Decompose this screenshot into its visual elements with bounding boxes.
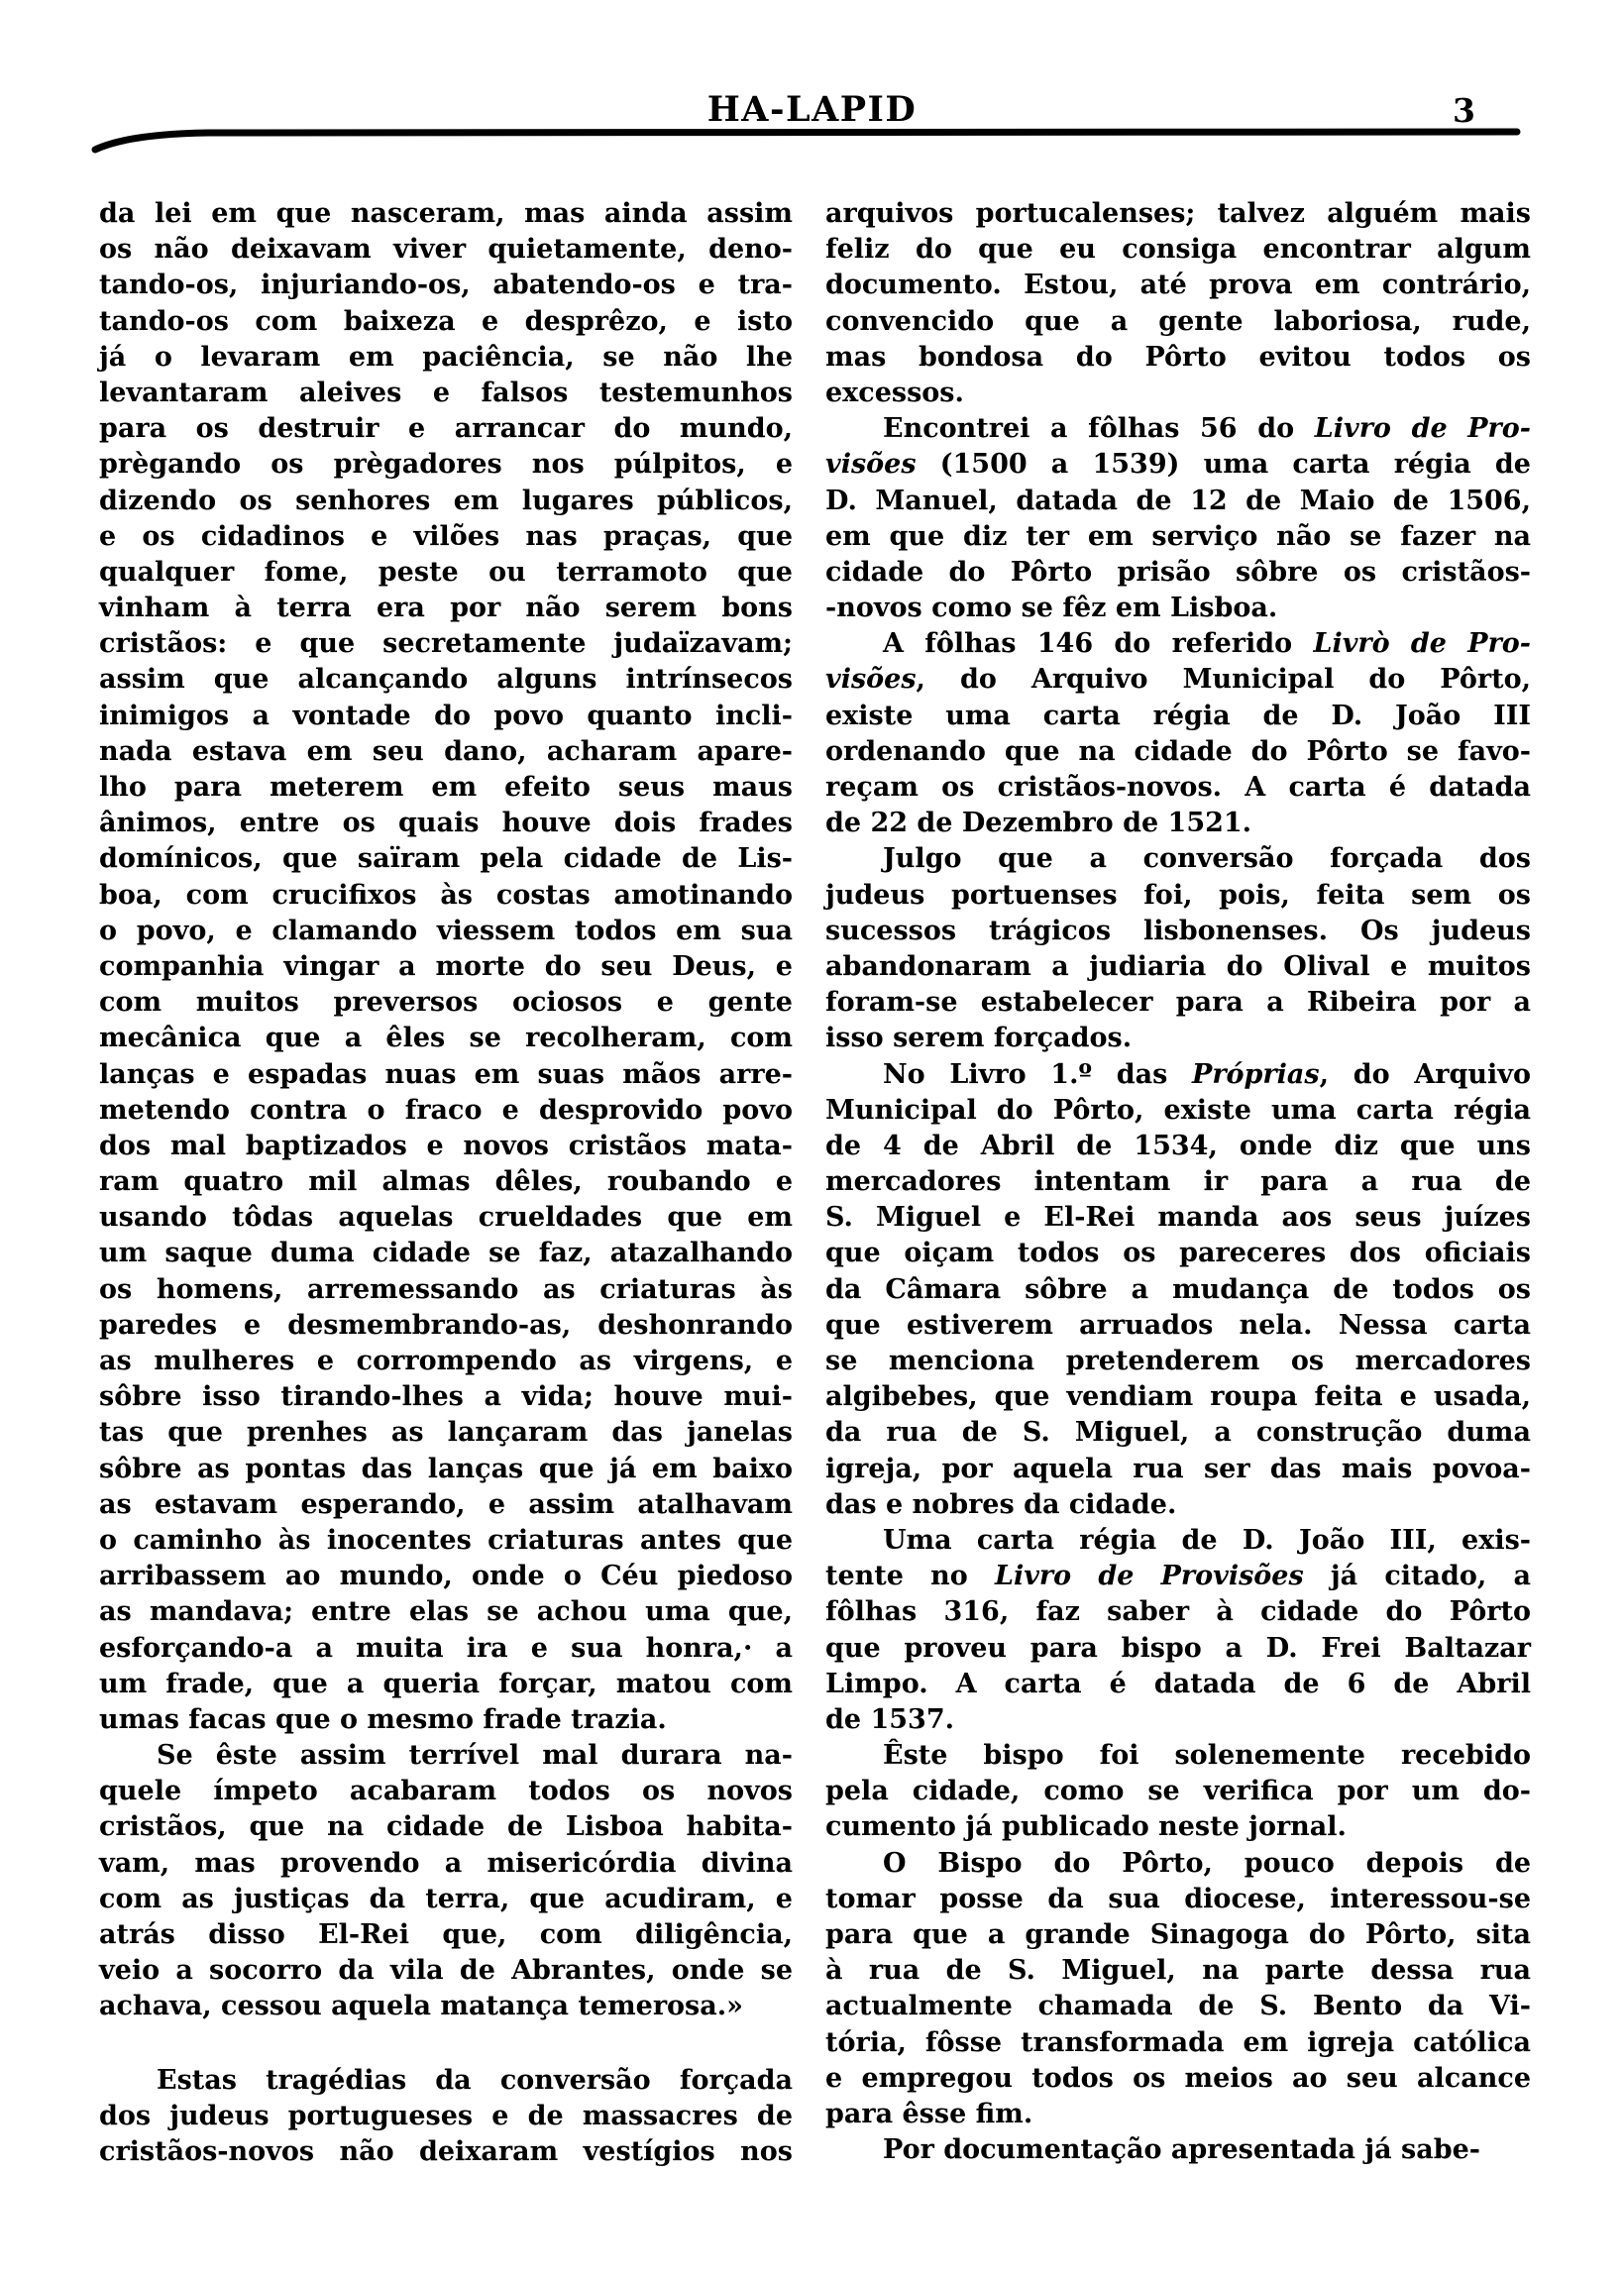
text-line — [99, 1452, 793, 1487]
text-run: convencido que a gente laboriosa, rude, — [825, 305, 1531, 337]
text-line — [825, 1129, 1531, 1164]
text-line — [99, 878, 793, 914]
text-line — [825, 1021, 1531, 1056]
text-line — [825, 447, 1531, 483]
text-line — [825, 1164, 1531, 1200]
text-line — [825, 1272, 1531, 1308]
header-rule — [0, 119, 1624, 159]
text-line — [99, 2099, 793, 2134]
article-body — [99, 196, 1531, 2170]
text-run: (1500 a 1539) uma carta régia de — [916, 449, 1531, 481]
text-run: veio a socorro da vila de Abrantes, onde se — [99, 1955, 793, 1987]
text-run: excessos. — [825, 377, 964, 408]
text-run: para os destruir e arrancar do mundo, — [99, 413, 793, 445]
text-run: metendo contra o fraco e desprovido povo — [99, 1094, 793, 1126]
text-run: tas que prenhes as lançaram das janelas — [99, 1417, 793, 1449]
text-run: da Câmara sôbre a mudança de todos os — [825, 1273, 1531, 1305]
text-line — [825, 1738, 1531, 1774]
text-run: fôlhas 316, faz saber à cidade do Pôrto — [825, 1596, 1531, 1628]
text-line — [99, 734, 793, 770]
text-run: os não deixavam viver quietamente, deno- — [99, 234, 793, 266]
text-run: de 22 de Dezembro de 1521. — [825, 808, 1252, 839]
text-run: feliz do que eu consiga encontrar algum — [825, 234, 1531, 266]
text-line — [825, 770, 1531, 806]
text-run: arquivos portucalenses; talvez alguém mais — [825, 198, 1531, 229]
text-line — [825, 519, 1531, 555]
text-run: vam, mas provendo a misericórdia divina — [99, 1847, 793, 1879]
text-line — [825, 2061, 1531, 2097]
text-run: Julgo que a conversão forçada dos — [883, 843, 1531, 875]
book-title-italic: Livrò de Pro- — [1313, 628, 1532, 660]
text-line — [825, 626, 1531, 662]
text-run: sôbre isso tirando-lhes a vida; houve mui- — [99, 1381, 793, 1413]
text-run: Uma carta régia de D. João III, exis- — [883, 1524, 1531, 1556]
text-line — [825, 1882, 1531, 1917]
text-run: nada estava em seu dano, acharam apare- — [99, 735, 793, 767]
text-run: que estiverem arruados nela. Nessa carta — [825, 1309, 1531, 1341]
text-run: isso serem forçados. — [825, 1023, 1133, 1054]
text-run: o povo, e clamando viessem todos em sua — [99, 915, 793, 946]
text-line — [825, 878, 1531, 914]
text-line — [99, 1523, 793, 1559]
text-line — [99, 555, 793, 591]
text-line — [825, 1774, 1531, 1809]
text-line — [825, 1667, 1531, 1702]
text-run: algibebes, que vendiam roupa feita e usada, — [825, 1381, 1531, 1413]
text-line — [99, 1702, 793, 1738]
text-line — [99, 2063, 793, 2099]
text-run: prègando os prègadores nos púlpitos, e — [99, 449, 793, 481]
text-line — [825, 1344, 1531, 1379]
text-run: Estas tragédias da conversão forçada — [157, 2064, 793, 2096]
text-run: lho para meterem em efeito seus maus — [99, 772, 793, 803]
text-line — [825, 841, 1531, 877]
text-run: à rua de S. Miguel, na parte dessa rua — [825, 1955, 1531, 1987]
text-run: inimigos a vontade do povo quanto incli- — [99, 700, 793, 731]
text-run: para êsse fim. — [825, 2098, 1033, 2129]
text-run: assim que alcançando alguns intrínsecos — [99, 664, 793, 696]
text-run: Se êste assim terrível mal durara na- — [157, 1740, 793, 1772]
text-run: os homens, arremessando as criaturas às — [99, 1273, 793, 1305]
text-line — [99, 1164, 793, 1200]
text-line — [99, 591, 793, 626]
text-run: Encontrei a fôlhas 56 do — [883, 413, 1315, 445]
text-run: quele ímpeto acabaram todos os novos — [99, 1776, 793, 1807]
text-run: mercadores intentam ir para a rua de — [825, 1166, 1531, 1198]
text-run: que oiçam todos os pareceres dos oficiais — [825, 1238, 1531, 1269]
text-line — [99, 1129, 793, 1164]
text-line — [99, 1272, 793, 1308]
text-line — [99, 1774, 793, 1809]
text-line — [99, 519, 793, 555]
book-title-italic: visões — [825, 449, 917, 481]
text-run: que proveu para bispo a D. Frei Baltazar — [825, 1632, 1531, 1664]
text-line — [99, 1021, 793, 1056]
text-run: as mulheres e corrompendo as virgens, e — [99, 1346, 793, 1376]
text-run: lanças e espadas nuas em suas mãos arre- — [99, 1058, 793, 1090]
text-run: tória, fôsse transformada em igreja católica — [825, 2026, 1531, 2058]
book-title-italic: Próprias — [1192, 1058, 1320, 1090]
text-run: um saque duma cidade se faz, atazalhando — [99, 1238, 793, 1269]
text-run: S. Miguel e El-Rei manda aos seus juízes — [825, 1202, 1531, 1234]
text-run: igreja, por aquela rua ser das mais povoa- — [825, 1453, 1531, 1484]
text-run: cumento já publicado neste jornal. — [825, 1811, 1347, 1843]
text-run: cristãos, que na cidade de Lisboa habita- — [99, 1811, 793, 1843]
text-run: cristãos: e que secretamente judaïzavam; — [99, 628, 793, 660]
text-run: com muitos preversos ociosos e gente — [99, 987, 793, 1019]
text-line — [99, 1882, 793, 1917]
text-run: ordenando que na cidade do Pôrto se favo- — [825, 735, 1531, 767]
text-run: da rua de S. Miguel, a construção duma — [825, 1417, 1531, 1449]
text-run: vinham à terra era por não serem bons — [99, 593, 793, 624]
text-run: No Livro 1.º das — [883, 1058, 1193, 1090]
text-line — [99, 376, 793, 411]
text-line — [99, 232, 793, 268]
page-title: HA-LAPID — [706, 89, 918, 130]
text-line — [825, 2132, 1531, 2168]
text-line — [99, 699, 793, 734]
text-run: com as justiças da terra, que acudiram, e — [99, 1883, 793, 1914]
text-line — [825, 1415, 1531, 1451]
text-run: e os cidadinos e vilões nas praças, que — [99, 520, 793, 552]
text-run: companhia vingar a morte do seu Deus, e — [99, 950, 793, 982]
text-line — [825, 232, 1531, 268]
text-line — [99, 1667, 793, 1702]
text-line — [825, 1917, 1531, 1953]
text-line — [99, 340, 793, 376]
text-line — [99, 447, 793, 483]
text-line — [825, 1989, 1531, 2024]
text-run: , do Arquivo — [1319, 1058, 1531, 1090]
text-line — [825, 340, 1531, 376]
text-line — [825, 1523, 1531, 1559]
text-line — [99, 1989, 793, 2024]
text-run: tando-os, injuriando-os, abatendo-os e tra- — [99, 270, 793, 301]
text-line — [99, 1487, 793, 1523]
text-line — [99, 949, 793, 985]
text-run: de 1537. — [825, 1703, 955, 1735]
book-title-italic: visões — [825, 664, 917, 696]
text-line — [99, 1415, 793, 1451]
text-line — [99, 770, 793, 806]
text-run: da lei em que nasceram, mas ainda assim — [99, 198, 793, 229]
text-line — [99, 268, 793, 303]
text-line — [825, 1594, 1531, 1630]
text-line — [99, 662, 793, 698]
text-line — [825, 1093, 1531, 1129]
text-run: reçam os cristãos-novos. A carta é datada — [825, 772, 1531, 803]
text-line — [825, 196, 1531, 232]
text-run: Municipal do Pôrto, existe uma carta régia — [825, 1094, 1531, 1126]
text-run: dos mal baptizados e novos cristãos mata- — [99, 1130, 793, 1161]
text-line — [99, 1738, 793, 1774]
text-line — [825, 1953, 1531, 1989]
text-run: Limpo. A carta é datada de 6 de Abril — [825, 1668, 1531, 1699]
text-line — [825, 734, 1531, 770]
text-line — [825, 411, 1531, 447]
book-title-italic: Livro de Provisões — [994, 1561, 1304, 1592]
text-run: Êste bispo foi solenemente recebido — [883, 1740, 1531, 1772]
text-run: em que diz ter em serviço não se fazer na — [825, 520, 1531, 552]
text-run: dizendo os senhores em lugares públicos, — [99, 485, 793, 516]
text-line — [825, 1200, 1531, 1236]
text-line — [99, 1953, 793, 1989]
text-line — [825, 268, 1531, 303]
text-run: domínicos, que saïram pela cidade de Lis- — [99, 843, 793, 875]
text-line — [825, 1236, 1531, 1271]
book-title-italic: Livro de Pro- — [1314, 413, 1531, 445]
text-line — [825, 985, 1531, 1021]
text-run: se menciona pretenderem os mercadores — [825, 1346, 1531, 1376]
text-run: sôbre as pontas das lanças que já em baixo — [99, 1453, 793, 1484]
text-run: judeus portuenses foi, pois, feita sem os — [825, 879, 1531, 911]
text-run: , do Arquivo Municipal do Pôrto, — [916, 664, 1531, 696]
text-run: já citado, a — [1303, 1561, 1532, 1592]
text-line — [825, 949, 1531, 985]
right-column — [825, 196, 1531, 2168]
text-run: e empregou todos os meios ao seu alcance — [825, 2062, 1531, 2094]
text-run: qualquer fome, peste ou terramoto que — [99, 556, 793, 588]
text-line — [825, 484, 1531, 519]
text-line — [99, 841, 793, 877]
text-run: ânimos, entre os quais houve dois frades — [99, 808, 793, 839]
text-line — [99, 806, 793, 841]
text-run: mecânica que a êles se recolheram, com — [99, 1023, 793, 1054]
text-line — [99, 1057, 793, 1093]
text-line — [825, 1379, 1531, 1415]
text-line — [99, 1809, 793, 1845]
text-line — [825, 2025, 1531, 2061]
text-run: A fôlhas 146 do referido — [883, 628, 1314, 660]
text-run: mas bondosa do Pôrto evitou todos os — [825, 341, 1531, 373]
text-run: cristãos-novos não deixaram vestígios nos — [99, 2135, 793, 2167]
text-line — [825, 1809, 1531, 1845]
text-run: atrás disso El-Rei que, com diligência, — [99, 1919, 793, 1950]
text-line — [825, 304, 1531, 340]
text-line — [825, 914, 1531, 949]
text-run: das e nobres da cidade. — [825, 1488, 1177, 1520]
text-run: esforçando-a a muita ira e sua honra,· a — [99, 1632, 793, 1664]
text-line — [99, 196, 793, 232]
text-line — [825, 806, 1531, 841]
text-line — [99, 1379, 793, 1415]
text-line — [99, 1559, 793, 1594]
text-run: tando-os com baixeza e desprêzo, e isto — [99, 305, 793, 337]
text-line — [99, 1631, 793, 1667]
text-run: já o levaram em paciência, se não lhe — [99, 341, 793, 373]
text-line — [99, 484, 793, 519]
text-line — [99, 1308, 793, 1344]
text-run: tomar posse da sua diocese, interessou-se — [825, 1883, 1531, 1914]
text-run: foram-se estabelecer para a Ribeira por a — [825, 987, 1531, 1019]
text-line — [825, 662, 1531, 698]
text-line — [825, 1846, 1531, 1882]
text-line — [99, 1917, 793, 1953]
text-line — [825, 555, 1531, 591]
text-line — [99, 304, 793, 340]
text-run: ram quatro mil almas dêles, roubando e — [99, 1166, 793, 1198]
text-run: dos judeus portugueses e de massacres de — [99, 2100, 793, 2131]
text-line — [99, 1236, 793, 1271]
text-run: arribassem ao mundo, onde o Céu piedoso — [99, 1561, 793, 1592]
text-line — [99, 626, 793, 662]
left-column — [99, 196, 793, 2170]
text-run: actualmente chamada de S. Bento da Vi- — [825, 1991, 1531, 2022]
text-run: documento. Estou, até prova em contrário, — [825, 270, 1531, 301]
text-line — [99, 1594, 793, 1630]
text-line — [825, 1631, 1531, 1667]
text-line — [99, 1846, 793, 1882]
text-run: D. Manuel, datada de 12 de Maio de 1506, — [825, 485, 1531, 516]
text-run: sucessos trágicos lisbonenses. Os judeus — [825, 915, 1531, 946]
text-run: um frade, que a queria forçar, matou com — [99, 1668, 793, 1699]
text-run: levantaram aleives e falsos testemunhos — [99, 377, 793, 408]
text-line — [99, 1200, 793, 1236]
text-run: o caminho às inocentes criaturas antes que — [99, 1524, 793, 1556]
text-run: abandonaram a judiaria do Olival e muitos — [825, 950, 1531, 982]
text-run: tente no — [825, 1561, 995, 1592]
text-run: boa, com crucifixos às costas amotinando — [99, 879, 793, 911]
text-run: de 4 de Abril de 1534, onde diz que uns — [825, 1130, 1531, 1161]
text-line — [825, 1487, 1531, 1523]
text-run: umas facas que o mesmo frade trazia. — [99, 1703, 667, 1735]
text-run: as estavam esperando, e assim atalhavam — [99, 1488, 793, 1520]
text-line — [825, 1057, 1531, 1093]
text-line — [825, 2097, 1531, 2132]
text-run: O Bispo do Pôrto, pouco depois de — [883, 1847, 1531, 1879]
text-line — [825, 1559, 1531, 1594]
text-run: existe uma carta régia de D. João III — [825, 700, 1531, 731]
text-run: pela cidade, como se verifica por um do- — [825, 1776, 1531, 1807]
text-line — [825, 1452, 1531, 1487]
text-line — [825, 591, 1531, 626]
text-run: paredes e desmembrando-as, deshonrando — [99, 1309, 793, 1341]
page-number: 3 — [1453, 91, 1475, 130]
text-run: cidade do Pôrto prisão sôbre os cristãos- — [825, 556, 1531, 588]
text-run: -novos como se fêz em Lisboa. — [825, 593, 1278, 624]
text-line — [825, 1702, 1531, 1738]
text-line — [825, 699, 1531, 734]
text-run: para que a grande Sinagoga do Pôrto, sita — [825, 1919, 1531, 1950]
text-run: Por documentação apresentada já sabe- — [883, 2134, 1481, 2166]
text-line — [825, 376, 1531, 411]
text-line — [99, 914, 793, 949]
text-line — [99, 985, 793, 1021]
text-line — [99, 1344, 793, 1379]
text-line — [99, 2134, 793, 2170]
text-run: usando tôdas aquelas crueldades que em — [99, 1202, 793, 1234]
text-run: achava, cessou aquela matança temerosa.» — [99, 1991, 744, 2022]
text-line — [99, 411, 793, 447]
text-line — [825, 1308, 1531, 1344]
text-run: as mandava; entre elas se achou uma que, — [99, 1596, 793, 1628]
text-line — [99, 1093, 793, 1129]
